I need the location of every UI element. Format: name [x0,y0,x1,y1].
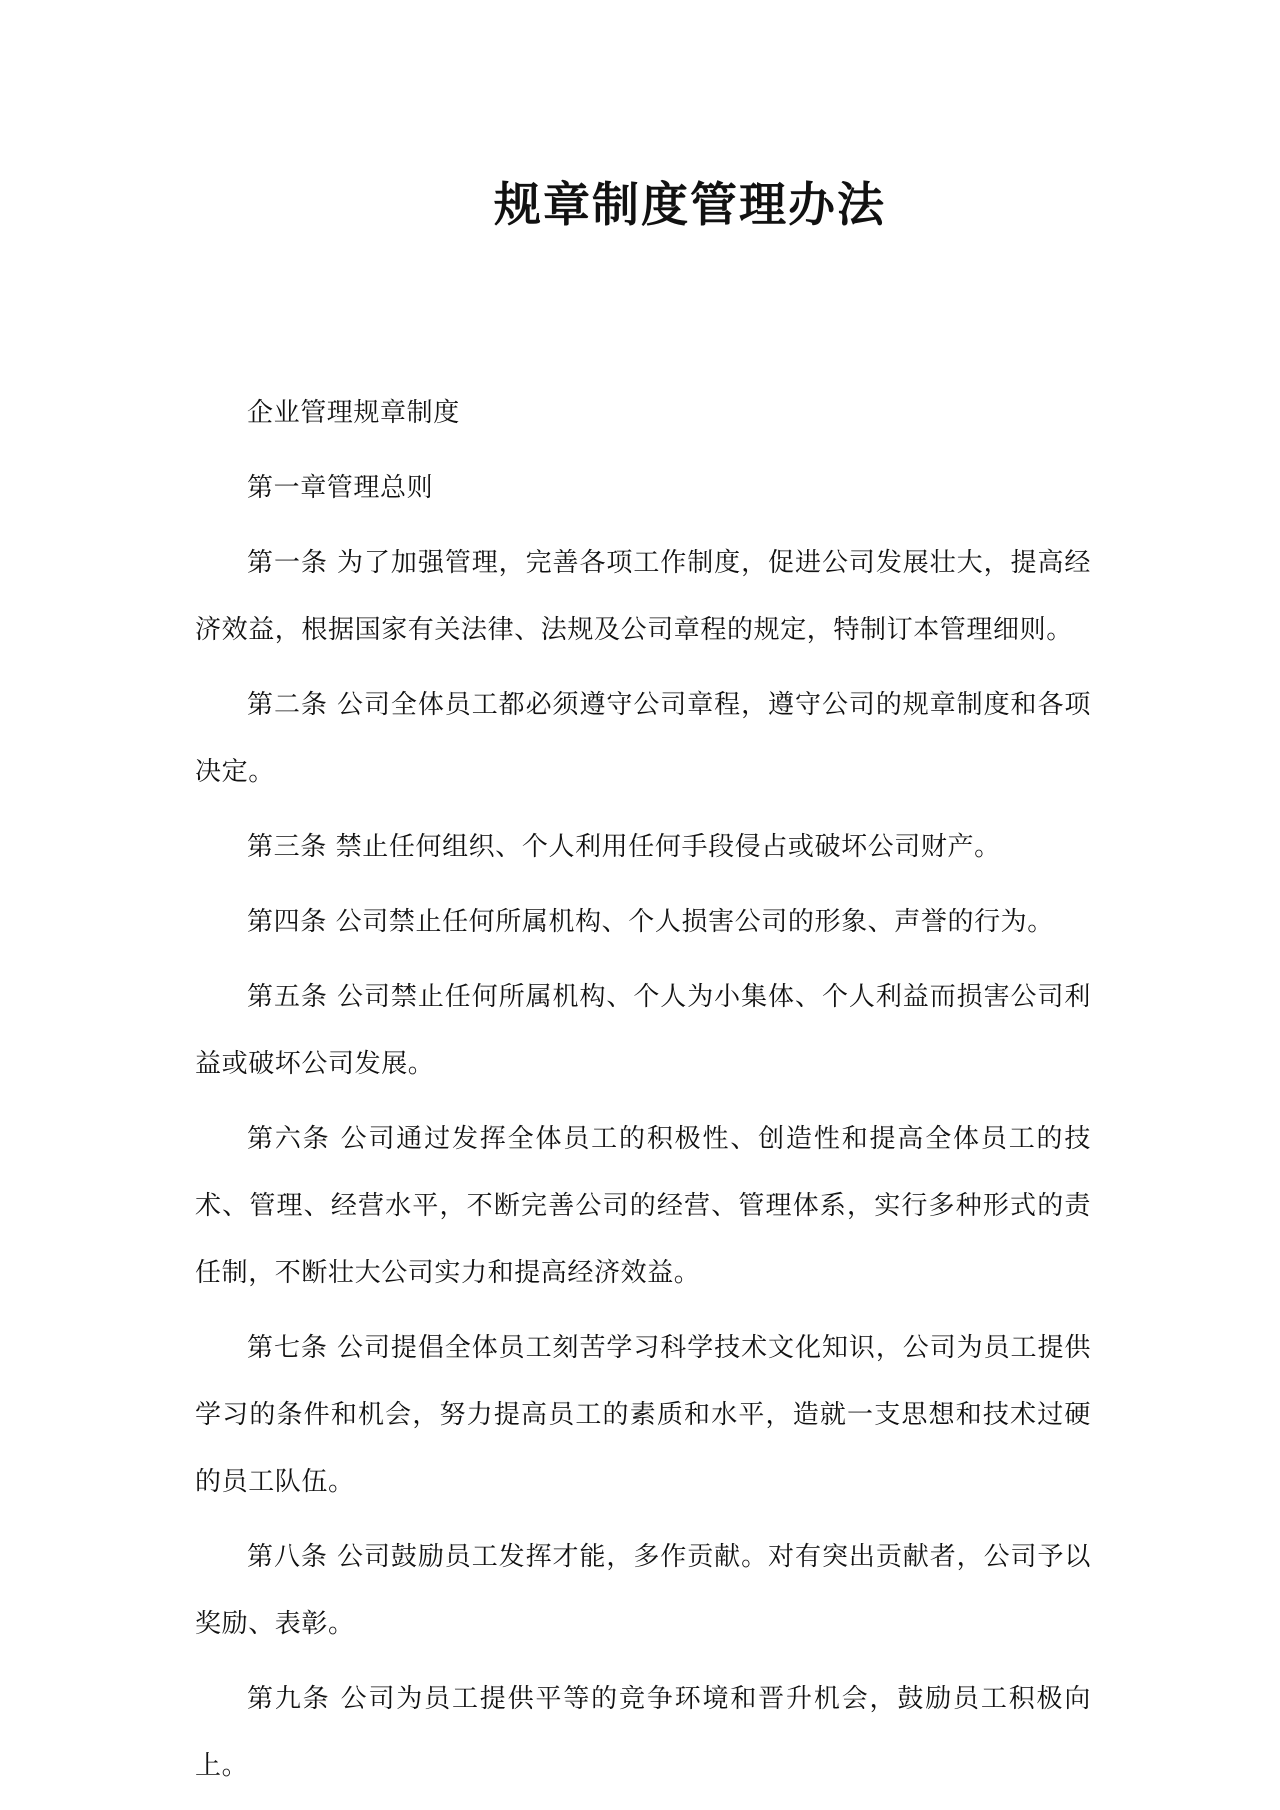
paragraph-article-7: 第七条 公司提倡全体员工刻苦学习科学技术文化知识，公司为员工提供学习的条件和机会，努力提高员工的素质和水平，造就一支思想和技术过硬的员工队伍。 [195,1333,1091,1497]
paragraph-article-1: 第一条 为了加强管理，完善各项工作制度，促进公司发展壮大，提高经济效益，根据国家有关法律、法规及公司章程的规定，特制订本管理细则。 [195,548,1091,645]
page-title: 规章制度管理办法 [494,178,886,233]
paragraph-article-2: 第二条 公司全体员工都必须遵守公司章程，遵守公司的规章制度和各项决定。 [195,690,1091,787]
paragraph-article-5: 第五条 公司禁止任何所属机构、个人为小集体、个人利益而损害公司利益或破坏公司发展。 [195,982,1091,1079]
paragraph-chapter-heading: 第一章管理总则 [247,473,434,503]
paragraph-article-3: 第三条 禁止任何组织、个人利用任何手段侵占或破坏公司财产。 [247,832,1001,862]
paragraph-heading: 企业管理规章制度 [247,398,460,428]
paragraph-article-4: 第四条 公司禁止任何所属机构、个人损害公司的形象、声誉的行为。 [247,907,1054,937]
paragraph-article-6: 第六条 公司通过发挥全体员工的积极性、创造性和提高全体员工的技术、管理、经营水平，不断完善公司的经营、管理体系，实行多种形式的责任制，不断壮大公司实力和提高经济效益。 [195,1124,1091,1288]
paragraph-article-8: 第八条 公司鼓励员工发挥才能，多作贡献。对有突出贡献者，公司予以奖励、表彰。 [195,1542,1091,1639]
paragraph-article-9: 第九条 公司为员工提供平等的竞争环境和晋升机会，鼓励员工积极向上。 [195,1684,1091,1781]
document-body [195,380,1091,1808]
